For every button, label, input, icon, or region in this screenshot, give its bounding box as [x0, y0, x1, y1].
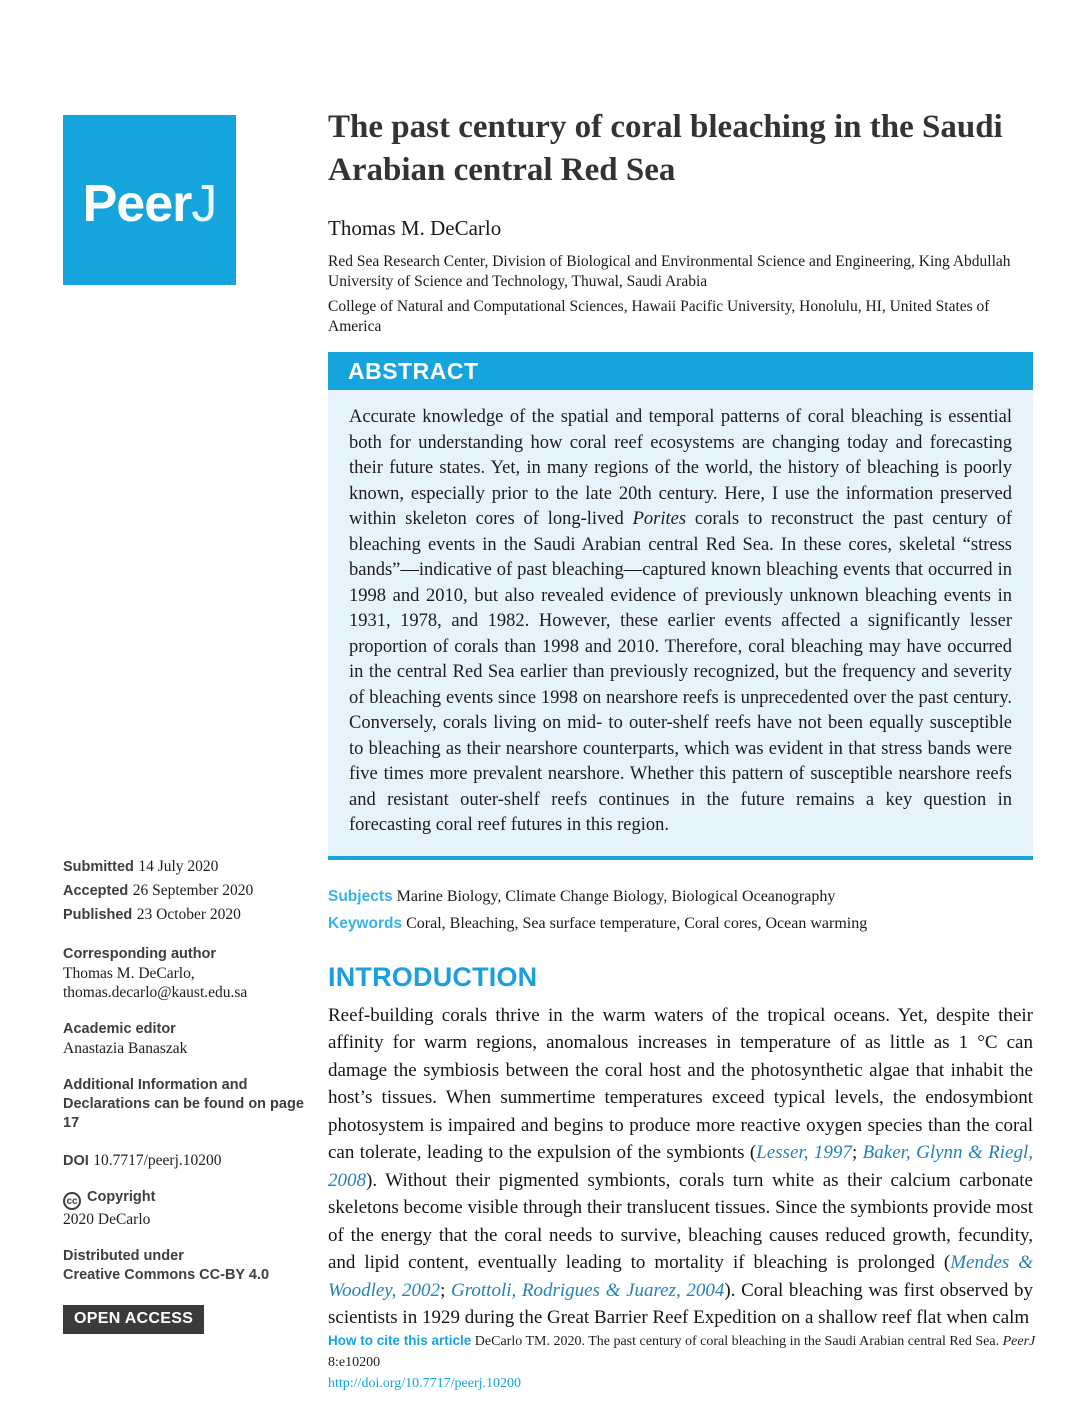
additional-info-note: Additional Information and Declarations can be found on page 17 [63, 1077, 304, 1131]
author-name: Thomas M. DeCarlo [328, 216, 502, 240]
submitted-label: Submitted [63, 859, 134, 875]
paper-title: The past century of coral bleaching in the Saudi Arabian central Red Sea [328, 109, 1003, 188]
copyright-label: Copyright [87, 1189, 156, 1205]
affiliation-2: College of Natural and Computational Sciences, Hawaii Pacific University, Honolulu, HI, United States of America [328, 298, 990, 335]
introduction-paragraph [328, 1002, 1033, 1332]
accepted-label: Accepted [63, 883, 129, 899]
keywords-label: Keywords [328, 914, 403, 932]
affiliation-1: Red Sea Research Center, Division of Biological and Environmental Science and Engineering, King Abdullah University of Science and Technology, Thuwal, Saudi Arabia [328, 253, 1011, 290]
doi-value[interactable]: 10.7717/peerj.10200 [93, 1152, 222, 1169]
academic-editor-block [63, 1020, 313, 1058]
citation-link-grottoli-2004[interactable]: Grottoli, Rodrigues & Juarez, 2004 [450, 1279, 725, 1301]
logo-j: J [191, 175, 217, 233]
doi-link[interactable]: http://doi.org/10.7717/peerj.10200 [328, 1376, 522, 1391]
citation-link-baker-2008[interactable]: Baker, Glynn & Riegl, 2008 [328, 1142, 1034, 1191]
peerj-logo[interactable] [63, 115, 236, 285]
doi-label: DOI [63, 1153, 89, 1169]
creative-commons-icon: cc [63, 1192, 81, 1210]
how-to-cite-footer [328, 1330, 1040, 1394]
intro-text: ). Without their pigmented symbionts, corals turn white as their calcium carbonate skeletons become visible through their translucent tissues. Since the symbionts provide most of the energy that the coral needs to survive, bleaching causes reduced growth, fecundity, and lipid content, eventually leading to mortality if bleaching is prolonged ( [328, 1169, 1033, 1273]
abstract-text: corals to reconstruct the past century of bleaching events in the Saudi Arabian central Red Sea. In these cores, skeletal “stress bands”—indicative of past bleaching—captured known bleaching events that occurred in 1998 and 2010, but also revealed evidence of previously unknown bleaching events in 1931, 1978, and 1982. However, these earlier events affected a significantly lesser proportion of corals than 1998 and 2010. Therefore, coral bleaching may have occurred in the central Red Sea earlier than previously recognized, but the frequency and severity of bleaching events since 1998 on nearshore reefs is unprecedented over the past century. Conversely, corals living on mid- to outer-shelf reefs have not been equally susceptible to bleaching as their nearshore counterparts, which was evident in that stress bands were five times more prevalent nearshore. Whether this pattern of susceptible nearshore reefs and resistant outer-shelf reefs continues in the future remains a key question in forecasting coral reef futures in this region. [349, 509, 1012, 835]
subjects-list: Marine Biology, Climate Change Biology, Biological Oceanography [396, 887, 836, 905]
introduction-heading: INTRODUCTION [328, 961, 538, 992]
journal-name-italic: PeerJ [1002, 1334, 1036, 1349]
logo-peer: Peer [82, 175, 192, 233]
copyright-value: 2020 DeCarlo [63, 1211, 151, 1228]
abstract-text: Accurate knowledge of the spatial and temporal patterns of coral bleaching is essential both for understanding how coral reef ecosystems are changing today and forecasting their future states. Yet, in many regions of the world, the history of bleaching is poorly known, especially prior to the late 20th century. Here, I use the information preserved within skeleton cores of long-lived [349, 407, 1012, 529]
copyright-block [63, 1188, 313, 1229]
peerj-logo-text [83, 174, 217, 234]
published-label: Published [63, 907, 133, 923]
intro-text: ). Coral bleaching was first observed by scientists in 1929 during the Great Barrier Reef Expedition on a shallow reef flat when calm [328, 1279, 1034, 1328]
intro-text: ; [851, 1142, 863, 1163]
sidebar [63, 855, 313, 1334]
published-row [63, 903, 313, 927]
subjects-label: Subjects [328, 887, 393, 905]
citation-link-mendes-2002[interactable]: Mendes & Woodley, 2002 [328, 1252, 1033, 1301]
how-to-cite-label: How to cite this article [328, 1333, 472, 1348]
citation-issue: 8:e10200 [328, 1355, 381, 1370]
subjects-keywords [328, 883, 1033, 937]
keywords-row [328, 910, 1033, 937]
published-date: 23 October 2020 [136, 906, 241, 923]
corresponding-author-label: Corresponding author [63, 946, 217, 962]
academic-editor-name: Anastazia Banaszak [63, 1040, 188, 1057]
submitted-date: 14 July 2020 [138, 858, 219, 875]
citation-link-lesser-1997[interactable]: Lesser, 1997 [756, 1142, 852, 1163]
corresponding-author-name: Thomas M. DeCarlo, [63, 965, 195, 982]
main-column [328, 106, 1033, 1332]
subjects-row [328, 883, 1033, 910]
affiliations [328, 252, 1033, 337]
corresponding-author-block [63, 945, 313, 1002]
accepted-date: 26 September 2020 [132, 882, 254, 899]
submitted-row [63, 855, 313, 879]
keywords-list: Coral, Bleaching, Sea surface temperature, Coral cores, Ocean warming [406, 914, 868, 932]
open-access-badge[interactable]: OPEN ACCESS [63, 1305, 204, 1334]
accepted-row [63, 879, 313, 903]
abstract-heading: ABSTRACT [328, 352, 1033, 390]
license-line2[interactable]: Creative Commons CC-BY 4.0 [63, 1267, 270, 1283]
abstract-body [328, 390, 1033, 860]
intro-text: Reef-building corals thrive in the warm waters of the tropical oceans. Yet, despite their affinity for warm regions, anomalous increases in temperature of as little as 1 °C can damage the symbiosis between the coral host and the photosynthetic algae that inhabit the host’s tissues. When summertime temperatures exceed typical levels, the endosymbiont photosystem is impaired and begins to produce more reactive oxygen species than the coral can tolerate, leading to the expulsion of the symbionts ( [328, 1004, 1033, 1163]
citation-text: DeCarlo TM. 2020. The past century of coral bleaching in the Saudi Arabian central Red Sea. [471, 1334, 1003, 1349]
corresponding-author-email[interactable]: thomas.decarlo@kaust.edu.sa [63, 984, 248, 1001]
license-line1: Distributed under [63, 1248, 184, 1264]
intro-text: ; [440, 1279, 451, 1301]
doi-row [63, 1150, 313, 1172]
species-name-italic: Porites [632, 509, 687, 529]
license-block [63, 1247, 313, 1285]
academic-editor-label: Academic editor [63, 1021, 176, 1037]
